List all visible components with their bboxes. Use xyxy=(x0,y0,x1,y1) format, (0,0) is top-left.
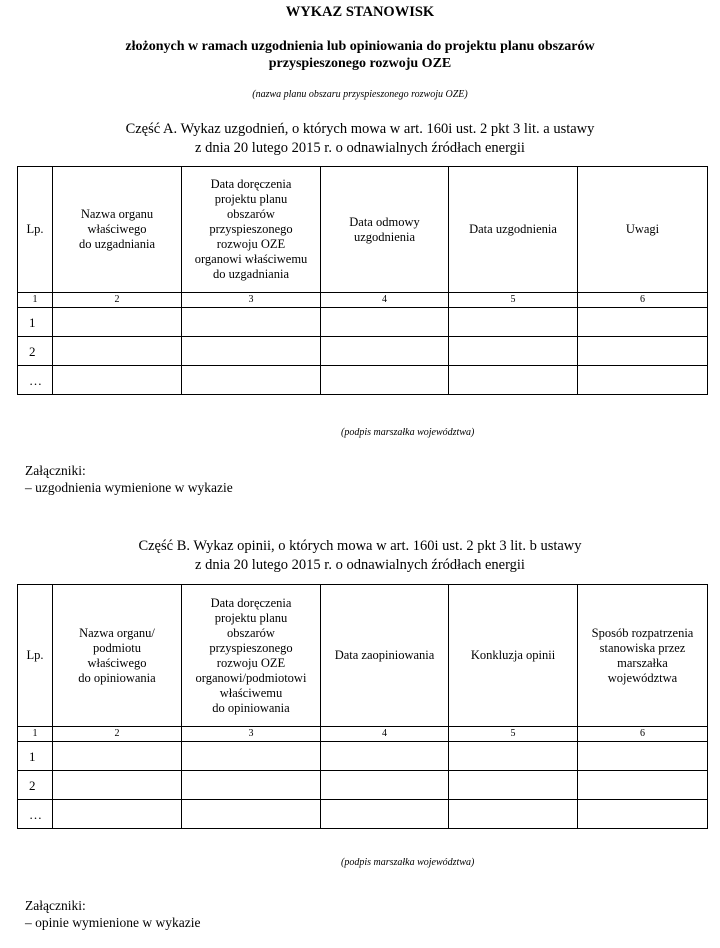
table-cell xyxy=(321,366,449,395)
table-cell xyxy=(578,771,708,800)
header-line: Data uzgodnienia xyxy=(469,222,557,236)
subtitle-line-1: złożonych w ramach uzgodnienia lub opiniowania do projektu planu obszarów xyxy=(125,39,595,54)
part-a-col-header xyxy=(321,167,449,293)
part-a-heading xyxy=(0,120,720,158)
attachments-label: Załączniki: xyxy=(25,898,86,913)
part-a-signature-note: (podpis marszałka województwa) xyxy=(341,427,475,438)
header-line: do opiniowania xyxy=(212,700,290,715)
table-cell xyxy=(182,337,321,366)
header-line: do uzgadniania xyxy=(78,237,155,251)
table-cell xyxy=(53,308,182,337)
row-number: … xyxy=(18,366,53,395)
column-number: 5 xyxy=(449,293,578,308)
column-number: 4 xyxy=(321,293,449,308)
column-number: 4 xyxy=(321,727,449,742)
part-b-col-header xyxy=(321,585,449,727)
table-cell xyxy=(578,742,708,771)
plan-name-note: (nazwa planu obszaru przyspieszonego rozwoju OZE) xyxy=(252,89,468,100)
part-b-table xyxy=(17,584,708,829)
header-line: podmiotu xyxy=(93,640,141,655)
header-line: województwa xyxy=(607,670,678,685)
header-line: organowi właściwemu xyxy=(194,252,308,266)
table-cell xyxy=(182,366,321,395)
part-a-attachments xyxy=(25,462,233,496)
header-line: organowi/podmiotowi xyxy=(195,670,307,685)
header-line: stanowiska przez xyxy=(599,640,686,655)
row-number: 2 xyxy=(18,337,53,366)
table-cell xyxy=(53,742,182,771)
header-line: Data zaopiniowania xyxy=(334,648,435,662)
part-b-heading-line-2: z dnia 20 lutego 2015 r. o odnawialnych źródłach energii xyxy=(195,557,525,573)
part-b-col-header xyxy=(53,585,182,727)
header-line: obszarów xyxy=(227,625,275,640)
part-a-heading-line-1: Część A. Wykaz uzgodnień, o których mowa w art. 160i ust. 2 pkt 3 lit. a ustawy xyxy=(125,121,595,137)
part-b-col-header xyxy=(578,585,708,727)
table-cell xyxy=(53,800,182,829)
header-line: marszałka xyxy=(617,655,668,670)
table-cell xyxy=(321,800,449,829)
header-line: Sposób rozpatrzenia xyxy=(591,625,694,640)
subtitle-line-2: przyspieszonego rozwoju OZE xyxy=(268,56,452,71)
table-cell xyxy=(53,366,182,395)
header-line: właściwego xyxy=(87,655,147,670)
table-row xyxy=(18,742,708,771)
table-cell xyxy=(578,800,708,829)
header-line: rozwoju OZE xyxy=(216,237,286,251)
table-cell xyxy=(578,366,708,395)
part-a-col-header xyxy=(53,167,182,293)
table-cell xyxy=(449,800,578,829)
table-row xyxy=(18,308,708,337)
header-line: Lp. xyxy=(26,222,44,236)
table-cell xyxy=(182,742,321,771)
table-cell xyxy=(321,742,449,771)
row-number: … xyxy=(18,800,53,829)
table-cell xyxy=(578,337,708,366)
table-cell xyxy=(449,771,578,800)
header-line: uzgodnienia xyxy=(353,229,416,244)
part-a-number-row xyxy=(18,293,708,308)
header-line: właściwego xyxy=(87,222,147,236)
header-line: przyspieszonego xyxy=(209,640,293,655)
table-row xyxy=(18,800,708,829)
header-line: projektu planu xyxy=(214,192,288,206)
column-number: 3 xyxy=(182,727,321,742)
part-b-signature-note: (podpis marszałka województwa) xyxy=(341,857,475,868)
table-row xyxy=(18,366,708,395)
header-line: Data odmowy xyxy=(349,214,420,229)
document-subtitle xyxy=(0,38,720,72)
part-b-col-header xyxy=(18,585,53,727)
row-number: 2 xyxy=(18,771,53,800)
header-line: przyspieszonego xyxy=(209,222,293,236)
part-b-heading xyxy=(0,537,720,575)
part-b-number-row xyxy=(18,727,708,742)
part-a-heading-line-2: z dnia 20 lutego 2015 r. o odnawialnych źródłach energii xyxy=(195,140,525,156)
column-number: 1 xyxy=(18,727,53,742)
column-number: 2 xyxy=(53,293,182,308)
table-cell xyxy=(321,308,449,337)
table-cell xyxy=(182,800,321,829)
header-line: właściwemu xyxy=(219,685,283,700)
table-cell xyxy=(321,771,449,800)
header-line: projektu planu xyxy=(214,610,288,625)
part-a-col-header xyxy=(578,167,708,293)
table-cell xyxy=(578,308,708,337)
attachments-item: – uzgodnienia wymienione w wykazie xyxy=(25,480,233,495)
row-number: 1 xyxy=(18,308,53,337)
header-line: do opiniowania xyxy=(78,670,156,685)
header-line: Uwagi xyxy=(625,222,660,236)
part-b-col-header xyxy=(182,585,321,727)
header-line: Nazwa organu/ xyxy=(79,625,155,640)
table-cell xyxy=(182,308,321,337)
header-line: do uzgadniania xyxy=(212,267,289,281)
part-b-attachments xyxy=(25,897,200,931)
column-number: 6 xyxy=(578,293,708,308)
part-b-heading-line-1: Część B. Wykaz opinii, o których mowa w art. 160i ust. 2 pkt 3 lit. b ustawy xyxy=(138,538,582,554)
column-number: 1 xyxy=(18,293,53,308)
header-line: Data doręczenia xyxy=(210,177,292,191)
attachments-item: – opinie wymienione w wykazie xyxy=(25,915,201,930)
table-cell xyxy=(449,742,578,771)
document-title: WYKAZ STANOWISK xyxy=(285,4,435,20)
table-cell xyxy=(449,308,578,337)
header-line: obszarów xyxy=(227,207,275,221)
table-row xyxy=(18,771,708,800)
header-line: Lp. xyxy=(26,648,44,662)
table-cell xyxy=(449,337,578,366)
table-cell xyxy=(53,337,182,366)
part-b-col-header xyxy=(449,585,578,727)
part-a-header-row xyxy=(18,167,708,293)
part-a-col-header xyxy=(182,167,321,293)
table-cell xyxy=(321,337,449,366)
table-row xyxy=(18,337,708,366)
table-cell xyxy=(449,366,578,395)
part-b-header-row xyxy=(18,585,708,727)
attachments-label: Załączniki: xyxy=(25,463,86,478)
header-line: Data doręczenia xyxy=(210,595,292,610)
header-line: Nazwa organu xyxy=(80,207,154,221)
column-number: 6 xyxy=(578,727,708,742)
column-number: 2 xyxy=(53,727,182,742)
header-line: rozwoju OZE xyxy=(216,655,286,670)
table-cell xyxy=(53,771,182,800)
part-a-col-header xyxy=(449,167,578,293)
column-number: 5 xyxy=(449,727,578,742)
part-a-table xyxy=(17,166,708,395)
header-line: Konkluzja opinii xyxy=(470,648,556,662)
column-number: 3 xyxy=(182,293,321,308)
part-a-col-header xyxy=(18,167,53,293)
row-number: 1 xyxy=(18,742,53,771)
table-cell xyxy=(182,771,321,800)
